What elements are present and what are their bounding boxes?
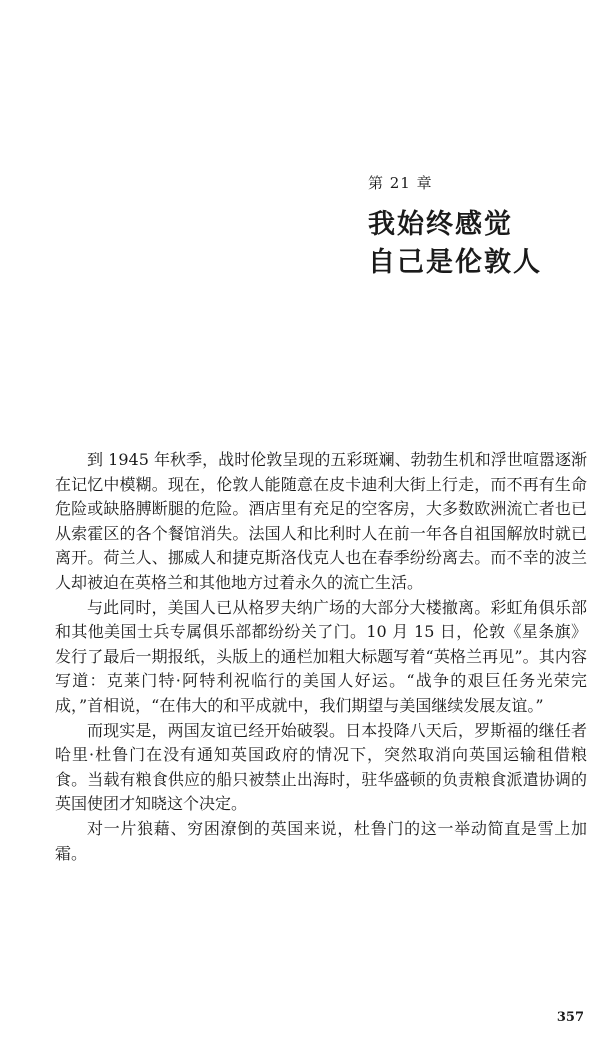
paragraph-3: 而现实是，两国友谊已经开始破裂。日本投降八天后，罗斯福的继任者哈里·杜鲁门在没有通知英国政府的情况下，突然取消向英国运输租借粮食。当载有粮食供应的船只被禁止出海时，驻华盛顿的负责粮食派遣协调的英国使团才知晓这个决定。	[55, 720, 587, 814]
paragraph-1: 到 1945 年秋季，战时伦敦呈现的五彩斑斓、勃勃生机和浮世喧嚣逐渐在记忆中模糊。现在，伦敦人能随意在皮卡迪利大街上行走，而不再有生命危险或缺胳膊断腿的危险。酒店里有充足的空客房，大多数欧洲流亡者也已从索霍区的各个餐馆消失。法国人和比利时人在前一年各自祖国解放时就已离开。荷兰人、挪威人和捷克斯洛伐克人也在春季纷纷离去。而不幸的波兰人却被迫在英格兰和其他地方过着永久的流亡生活。	[55, 450, 587, 592]
page-number: 357	[556, 1010, 584, 1025]
chapter-title-line-1: 我始终感觉	[368, 209, 513, 240]
paragraph-4: 对一片狼藉、穷困潦倒的英国来说，杜鲁门的这一举动简直是雪上加霜。	[55, 818, 587, 863]
paragraph-2: 与此同时，美国人已从格罗夫纳广场的大部分大楼撤离。彩虹角俱乐部和其他美国士兵专属俱乐部都纷纷关了门。10 月 15 日，伦敦《星条旗》发行了最后一期报纸，头版上的通栏加粗大标题写着“英格兰再见”。其内容写道：克莱门特·阿特利祝临行的美国人好运。“战争的艰巨任务光荣完成，”首相说，“在伟大的和平成就中，我们期望与美国继续发展友谊。”	[55, 597, 587, 715]
chapter-header	[368, 174, 588, 282]
chapter-title-line-2: 自己是伦敦人	[368, 247, 542, 278]
chapter-number: 第 21 章	[368, 174, 433, 192]
body-text	[55, 448, 587, 866]
chapter-title	[368, 206, 588, 282]
